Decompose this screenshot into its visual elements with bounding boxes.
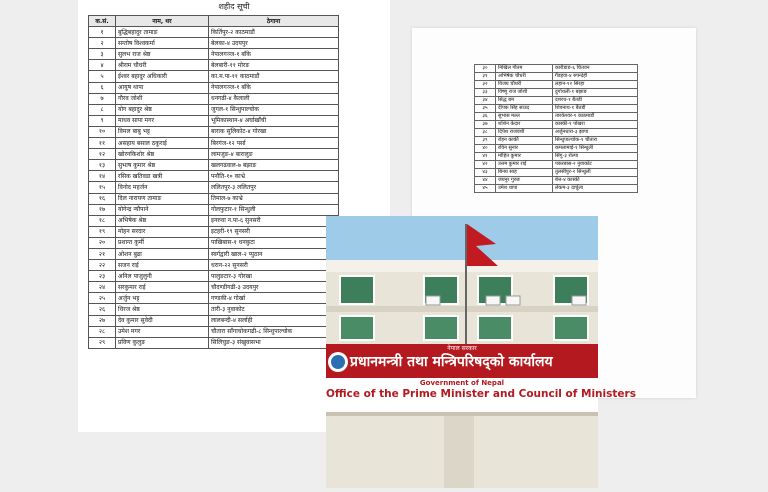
cell-serial: १२ xyxy=(89,149,116,160)
cell-address: इटहरी-१९ सुनसरी xyxy=(209,226,339,237)
cell-address: बाराक सुलिकोट-४ गोरखा xyxy=(209,126,339,137)
cell-name: विजय चौधरी xyxy=(496,81,553,89)
sign-nepali-text: प्रधानमन्त्री तथा मन्त्रिपरिषद्‌को कार्यालय xyxy=(350,354,553,370)
cell-name: ईश्वर बहादुर अधिकारी xyxy=(116,71,209,82)
cell-serial: १ xyxy=(89,27,116,38)
cell-serial: ३७ xyxy=(475,121,496,129)
cell-address: धनगढी-४ कैलाली xyxy=(209,93,339,104)
cell-address: सिन्धुपाल्चोक-१ चौतारा xyxy=(553,137,638,145)
table-row xyxy=(475,121,638,129)
cell-name: गौरव जोशी xyxy=(116,93,209,104)
cell-address: जुगल-१ सिन्धुपाल्चोक xyxy=(209,104,339,115)
cell-address: भूमिकास्थान-४ अर्घाखाँची xyxy=(209,115,339,126)
cell-address: तारी-३ नुवाकोट xyxy=(209,304,339,315)
header-address: ठेगाना xyxy=(209,16,339,27)
cell-address: कमलामाई-१ सिन्धुली xyxy=(553,145,638,153)
cell-address: कारीडाङ-६ चितवन xyxy=(553,65,638,73)
cell-name: अभिषेक श्रेष्ठ xyxy=(116,215,209,226)
sign-english-text: Office of the Prime Minister and Council of Ministers xyxy=(326,388,636,400)
table-row xyxy=(89,326,339,337)
table-row xyxy=(89,149,339,160)
cell-serial: ३४ xyxy=(475,97,496,105)
cell-name: योग बहादुर श्रेष्ठ xyxy=(116,104,209,115)
table-row xyxy=(89,271,339,282)
table-row xyxy=(89,49,339,60)
cell-name: असहाय बसाल ठकुराई xyxy=(116,138,209,149)
cell-serial: ३९ xyxy=(475,137,496,145)
sign-gov-nepali: नेपाल सरकार xyxy=(447,345,477,352)
cell-address: दुर्गाथली-१ बझाङ xyxy=(553,89,638,97)
table-row xyxy=(475,97,638,105)
cell-name: अभिषेक चौधरी xyxy=(496,73,553,81)
cell-serial: २६ xyxy=(89,304,116,315)
cell-serial: २४ xyxy=(89,282,116,293)
cell-name: उमेश मगर xyxy=(116,326,209,337)
cell-address: कास्की-१ पोखरा xyxy=(553,121,638,129)
table-row xyxy=(475,161,638,169)
table-row xyxy=(89,282,339,293)
table-row xyxy=(89,193,339,204)
table-row xyxy=(475,105,638,113)
cell-address: बेत्त-४ कास्की xyxy=(553,177,638,185)
cell-serial: ३३ xyxy=(475,89,496,97)
cell-serial: १४ xyxy=(89,171,116,182)
table-row xyxy=(475,145,638,153)
martyrs-table-right xyxy=(474,64,638,193)
cell-name: दिल नारायण तामाङ xyxy=(116,193,209,204)
cell-address: लालबन्दी-४ सर्लाही xyxy=(209,315,339,326)
cell-name: सुभास मल्ल xyxy=(496,113,553,121)
cell-name: बुद्धिबहादुर तामाङ xyxy=(116,27,209,38)
cell-serial: २० xyxy=(89,237,116,248)
cell-serial: १७ xyxy=(89,204,116,215)
table-row xyxy=(89,304,339,315)
cell-name: प्रविण कुलुङ xyxy=(116,337,209,348)
cell-address: खलगढवाल-७ बझाङ xyxy=(209,160,339,171)
cell-serial: १८ xyxy=(89,215,116,226)
cell-serial: ४४ xyxy=(475,177,496,185)
cell-serial: ३ xyxy=(89,49,116,60)
cell-name: आयुष थापा xyxy=(116,82,209,93)
cell-serial: २५ xyxy=(89,293,116,304)
table-row xyxy=(475,153,638,161)
table-row xyxy=(89,104,339,115)
cell-name: अनिल पाजुलुनी xyxy=(116,271,209,282)
table-row xyxy=(475,113,638,121)
table-row xyxy=(89,27,339,38)
cell-name: मोहित कुमार xyxy=(496,153,553,161)
cell-serial: ४३ xyxy=(475,169,496,177)
cell-serial: १९ xyxy=(89,226,116,237)
table-row xyxy=(89,160,339,171)
cell-serial: ४५ xyxy=(475,185,496,193)
table-row xyxy=(89,337,339,348)
table-row xyxy=(89,215,339,226)
cell-address: नेपालगञ्ज-१ बाँके xyxy=(209,82,339,93)
cell-serial: १३ xyxy=(89,160,116,171)
cell-serial: ९ xyxy=(89,115,116,126)
table-row xyxy=(89,138,339,149)
cell-serial: ४० xyxy=(475,145,496,153)
cell-address: इनरुवा न.पा-६ सुनसरी xyxy=(209,215,339,226)
cell-serial: २७ xyxy=(89,315,116,326)
cell-name: श्रीराम चौधरी xyxy=(116,60,209,71)
table-row xyxy=(89,293,339,304)
cell-name: सुलभ राज श्रेष्ठ xyxy=(116,49,209,60)
cell-address: पालुङटार-३ गोरखा xyxy=(209,271,339,282)
sign-gov-english: Government of Nepal xyxy=(419,379,505,387)
cell-name: रोहन कार्की xyxy=(496,137,553,145)
cell-serial: १५ xyxy=(89,182,116,193)
cell-name: शशिन केदार xyxy=(496,121,553,129)
table-row xyxy=(475,65,638,73)
table-header-row xyxy=(89,16,339,27)
cell-serial: ३१ xyxy=(475,73,496,81)
table-row xyxy=(89,171,339,182)
cell-address: लहान-१२ सिरहा xyxy=(553,81,638,89)
cell-name: मोहन सरदार xyxy=(116,226,209,237)
table-row xyxy=(89,182,339,193)
cell-name: सुभाष कुमार श्रेष्ठ xyxy=(116,160,209,171)
table-row xyxy=(89,237,339,248)
cell-serial: ३० xyxy=(475,65,496,73)
cell-name: धिरज श्रेष्ठ xyxy=(116,304,209,315)
table-row xyxy=(89,248,339,259)
martyrs-table-left xyxy=(88,15,339,349)
cell-address: लामजुङ-४ बारालुङ xyxy=(209,149,339,160)
cell-address: दशरथ-१ बैतडी xyxy=(553,97,638,105)
cell-address: बिरगंज-१२ पर्सा xyxy=(209,138,339,149)
cell-address: धरान-२२ सुनसरी xyxy=(209,260,339,271)
cell-serial: ११ xyxy=(89,138,116,149)
table-row xyxy=(89,260,339,271)
cell-name: खोरनकिशोर श्रेष्ठ xyxy=(116,149,209,160)
cell-address: चौतारा साँगाचोकगढी-८ सिन्धुपाल्चोक xyxy=(209,326,339,337)
office-building-photo xyxy=(326,216,636,488)
table-row xyxy=(89,226,339,237)
cell-address: चौदण्डीगढी-३ उदयपुर xyxy=(209,282,339,293)
table-row xyxy=(89,93,339,104)
cell-name: बिनय साह xyxy=(496,169,553,177)
cell-serial: ८ xyxy=(89,104,116,115)
cell-address: किर्तिपुर-२ काठमाडौं xyxy=(209,27,339,38)
cell-name: जयनुर गुरुङ xyxy=(496,177,553,185)
cell-name: अर्जुन भट्ट xyxy=(116,293,209,304)
cell-name: रविन सुनार xyxy=(496,145,553,153)
cell-address: पाखिबास-१ धनकुटा xyxy=(209,237,339,248)
table-row xyxy=(89,60,339,71)
table-row xyxy=(89,115,339,126)
cell-address: पकरबास-२ नुवाकोट xyxy=(553,161,638,169)
cell-serial: ३५ xyxy=(475,105,496,113)
cell-name: निखिल गौतम xyxy=(496,65,553,73)
cell-serial: २२ xyxy=(89,260,116,271)
cell-name: रसिक खतिवडा खत्री xyxy=(116,171,209,182)
header-name: नाम, थर xyxy=(116,16,209,27)
cell-serial: ३२ xyxy=(475,81,496,89)
cell-address: तुलसीपुर-२ सिन्धुली xyxy=(553,169,638,177)
cell-address: पनौति-१० काभ्रे xyxy=(209,171,339,182)
cell-address: तिमाल-७ काभ्रे xyxy=(209,193,339,204)
header-serial: क.सं. xyxy=(89,16,116,27)
cell-name: उत्तम कुमार राई xyxy=(496,161,553,169)
table-row xyxy=(89,315,339,326)
cell-name: विमल बाबु भट्ट xyxy=(116,126,209,137)
cell-name: सजन राई xyxy=(116,260,209,271)
cell-name: उमेश थापा xyxy=(496,185,553,193)
table-row xyxy=(475,169,638,177)
table-row xyxy=(89,204,339,215)
cell-address: बेलका-४ उदयपुर xyxy=(209,38,339,49)
cell-serial: ३८ xyxy=(475,129,496,137)
table-row xyxy=(89,126,339,137)
cell-serial: ५ xyxy=(89,71,116,82)
cell-name: ओशन बुढा xyxy=(116,248,209,259)
cell-name: सरकुमार राई xyxy=(116,282,209,293)
cell-serial: ४२ xyxy=(475,161,496,169)
cell-address: शिवनाथ-१ बैतडी xyxy=(553,105,638,113)
cell-address: गैंडहवा-४ रुपन्देही xyxy=(553,73,638,81)
cell-serial: २८ xyxy=(89,326,116,337)
table-row xyxy=(89,38,339,49)
cell-serial: ७ xyxy=(89,93,116,104)
table-row xyxy=(475,177,638,185)
cell-address: नेपालगञ्ज-१ बाँके xyxy=(209,49,339,60)
cell-serial: २९ xyxy=(89,337,116,348)
cell-address: तारकेश्वर-१ काठमाडौं xyxy=(553,113,638,121)
cell-name: दीपक सिंह साउद xyxy=(496,105,553,113)
table-row xyxy=(475,137,638,145)
cell-address: लेकम-३ दार्चुला xyxy=(553,185,638,193)
cell-serial: १६ xyxy=(89,193,116,204)
cell-serial: ३६ xyxy=(475,113,496,121)
table-row xyxy=(475,89,638,97)
cell-address: ललितपुर-३ ललितपुर xyxy=(209,182,339,193)
cell-serial: १० xyxy=(89,126,116,137)
table-row xyxy=(89,71,339,82)
cell-address: सिंगु-३ रोल्पा xyxy=(553,153,638,161)
cell-name: विनोद महर्जन xyxy=(116,182,209,193)
cell-name: सन्तोष विश्वकर्मा xyxy=(116,38,209,49)
cell-name: विष्णु राज जोशी xyxy=(496,89,553,97)
cell-address: सिलिचुङ-३ संखुवासभा xyxy=(209,337,339,348)
table-row xyxy=(475,73,638,81)
cell-name: दिपेश राजवंशी xyxy=(496,129,553,137)
cell-serial: २ xyxy=(89,38,116,49)
cell-name: प्रशान्त कुर्मी xyxy=(116,237,209,248)
cell-serial: २१ xyxy=(89,248,116,259)
cell-serial: २३ xyxy=(89,271,116,282)
table-row xyxy=(89,82,339,93)
cell-serial: ४ xyxy=(89,60,116,71)
cell-address: गण्डकी-४ गोर्खा xyxy=(209,293,339,304)
cell-address: का.म.पा-११ काठमाडौं xyxy=(209,71,339,82)
cell-address: गोलफुटार-१ सिन्धुली xyxy=(209,204,339,215)
table-row xyxy=(475,185,638,193)
cell-serial: ४१ xyxy=(475,153,496,161)
cell-address: स्वर्गद्वारी खाल-२ प्युठान xyxy=(209,248,339,259)
table-row xyxy=(475,129,638,137)
cell-name: सिद्ध बम xyxy=(496,97,553,105)
list-heading: शहीद सूची xyxy=(218,2,250,11)
cell-address: बेलबारी-११ मोरङ xyxy=(209,60,339,71)
cell-name: योगेन्द्र न्यौपाने xyxy=(116,204,209,215)
cell-serial: ६ xyxy=(89,82,116,93)
cell-address: अर्जुनधारा-३ झापा xyxy=(553,129,638,137)
cell-name: देव कुमार सुवेदी xyxy=(116,315,209,326)
cell-name: माधव सापा मगर xyxy=(116,115,209,126)
table-row xyxy=(475,81,638,89)
